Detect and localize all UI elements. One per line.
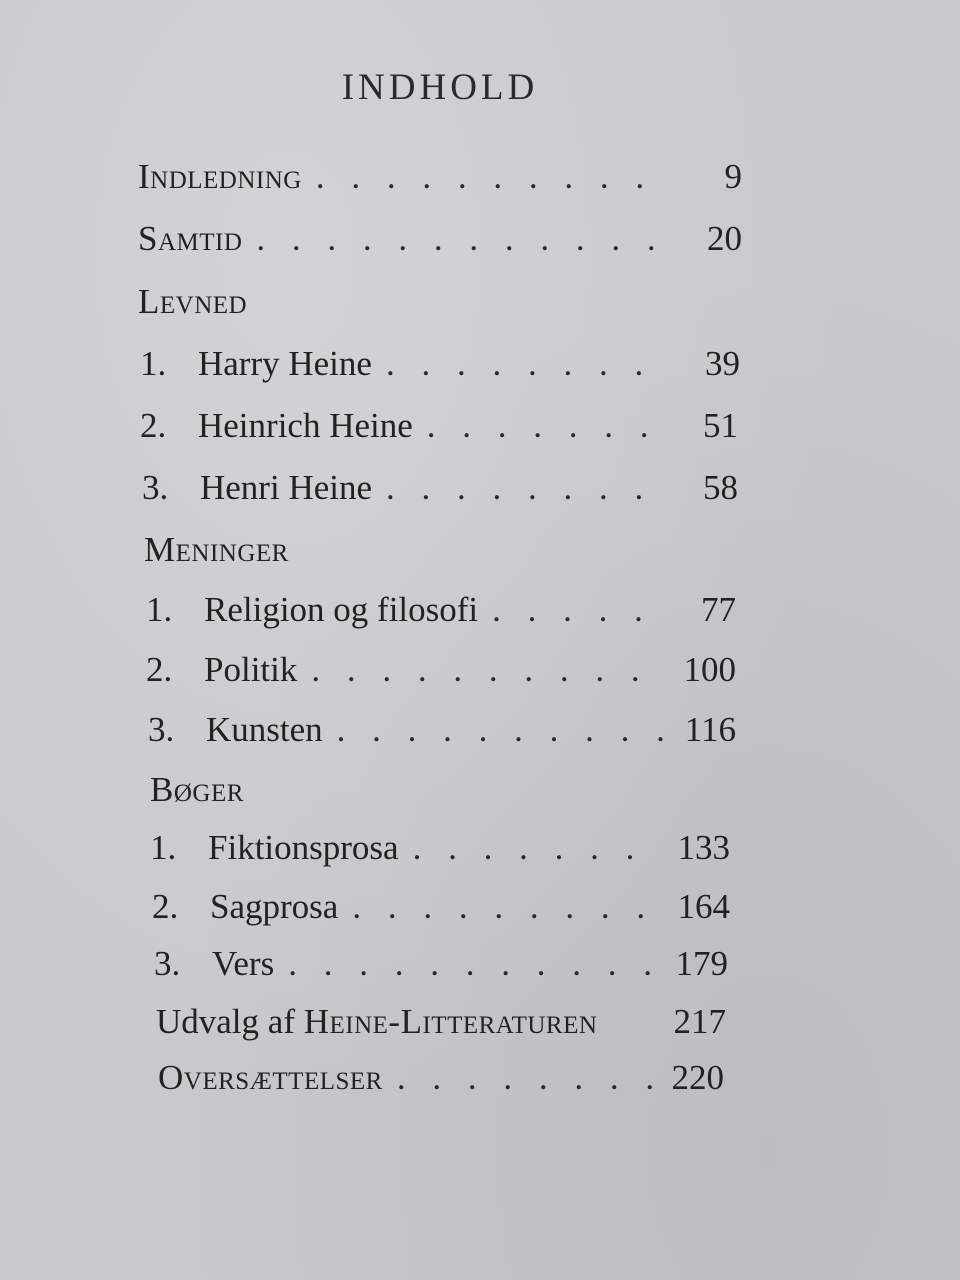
toc-entry-harry-heine (140, 342, 740, 386)
toc-section-heading-meninger: Meninger (144, 530, 289, 569)
dot-leader (383, 1056, 652, 1100)
toc-entry-number: 1. (146, 590, 173, 629)
toc-entry-henri-heine (142, 466, 738, 510)
toc-entry-sagprosa (152, 885, 730, 929)
toc-entry-page: 20 (707, 219, 742, 258)
toc-entry-indledning (138, 155, 742, 199)
toc-entry-page: 39 (705, 344, 740, 383)
dot-leader (297, 648, 664, 692)
toc-entry-label: Heinrich Heine (198, 406, 413, 445)
toc-entry-samtid (138, 217, 742, 261)
toc-entry-label: Samtid (138, 219, 243, 258)
toc-entry-label: Harry Heine (198, 344, 372, 383)
dot-leader (478, 588, 664, 632)
toc-entry-fiktionsprosa (150, 826, 730, 870)
toc-entry-label: Vers (212, 944, 275, 983)
toc-entry-number: 3. (154, 944, 181, 983)
toc-entry-religion-og-filosofi (146, 588, 736, 632)
toc-entry-oversaettelser (158, 1056, 724, 1100)
toc-entry-page: 51 (703, 406, 738, 445)
toc-entry-label: Oversættelser (158, 1058, 383, 1097)
toc-entry-page: 58 (703, 468, 738, 507)
toc-entry-label: Religion og filosofi (204, 590, 479, 629)
dot-leader (242, 217, 670, 261)
toc-entry-number: 3. (142, 468, 169, 507)
toc-entry-udvalg (156, 1000, 726, 1044)
toc-entry-page: 116 (684, 710, 736, 749)
toc-entry-label: Heine-Litteraturen (303, 1002, 598, 1041)
dot-leader (372, 342, 668, 386)
dot-leader (372, 466, 666, 510)
toc-entry-label: Sagprosa (210, 887, 339, 926)
toc-entry-page: 217 (673, 1002, 726, 1041)
toc-entry-label: Fiktionsprosa (208, 828, 399, 867)
toc-entry-number: 2. (152, 887, 179, 926)
toc-entry-label: Henri Heine (200, 468, 373, 507)
dot-leader (413, 404, 666, 448)
toc-entry-page: 164 (677, 887, 730, 926)
toc-entry-page: 9 (724, 157, 742, 196)
toc-entry-label: Politik (204, 650, 298, 689)
toc-entry-number: 1. (150, 828, 177, 867)
dot-leader (274, 942, 656, 986)
toc-entry-vers (154, 942, 728, 986)
toc-entry-page: 100 (683, 650, 736, 689)
toc-entry-number: 2. (146, 650, 173, 689)
toc-entry-page: 179 (675, 944, 728, 983)
toc-entry-page: 133 (677, 828, 730, 867)
dot-leader (323, 708, 664, 752)
dot-leader (399, 826, 658, 870)
toc-entry-politik (146, 648, 736, 692)
toc-entry-label-prefix: Udvalg af (156, 1002, 304, 1041)
toc-entry-heinrich-heine (140, 404, 738, 448)
toc-entry-number: 3. (148, 710, 175, 749)
toc-entry-page: 77 (701, 590, 736, 629)
toc-entry-page: 220 (671, 1058, 724, 1097)
toc-entry-label: Indledning (138, 157, 302, 196)
dot-leader (302, 155, 670, 199)
toc-section-heading-levned: Levned (138, 282, 248, 321)
toc-section-heading-boger: Bøger (150, 770, 244, 809)
page-title: INDHOLD (341, 67, 539, 108)
toc-entry-kunsten (148, 708, 736, 752)
toc-entry-number: 2. (140, 406, 167, 445)
toc-entry-label: Kunsten (206, 710, 323, 749)
toc-entry-number: 1. (140, 344, 167, 383)
dot-leader (338, 885, 658, 929)
